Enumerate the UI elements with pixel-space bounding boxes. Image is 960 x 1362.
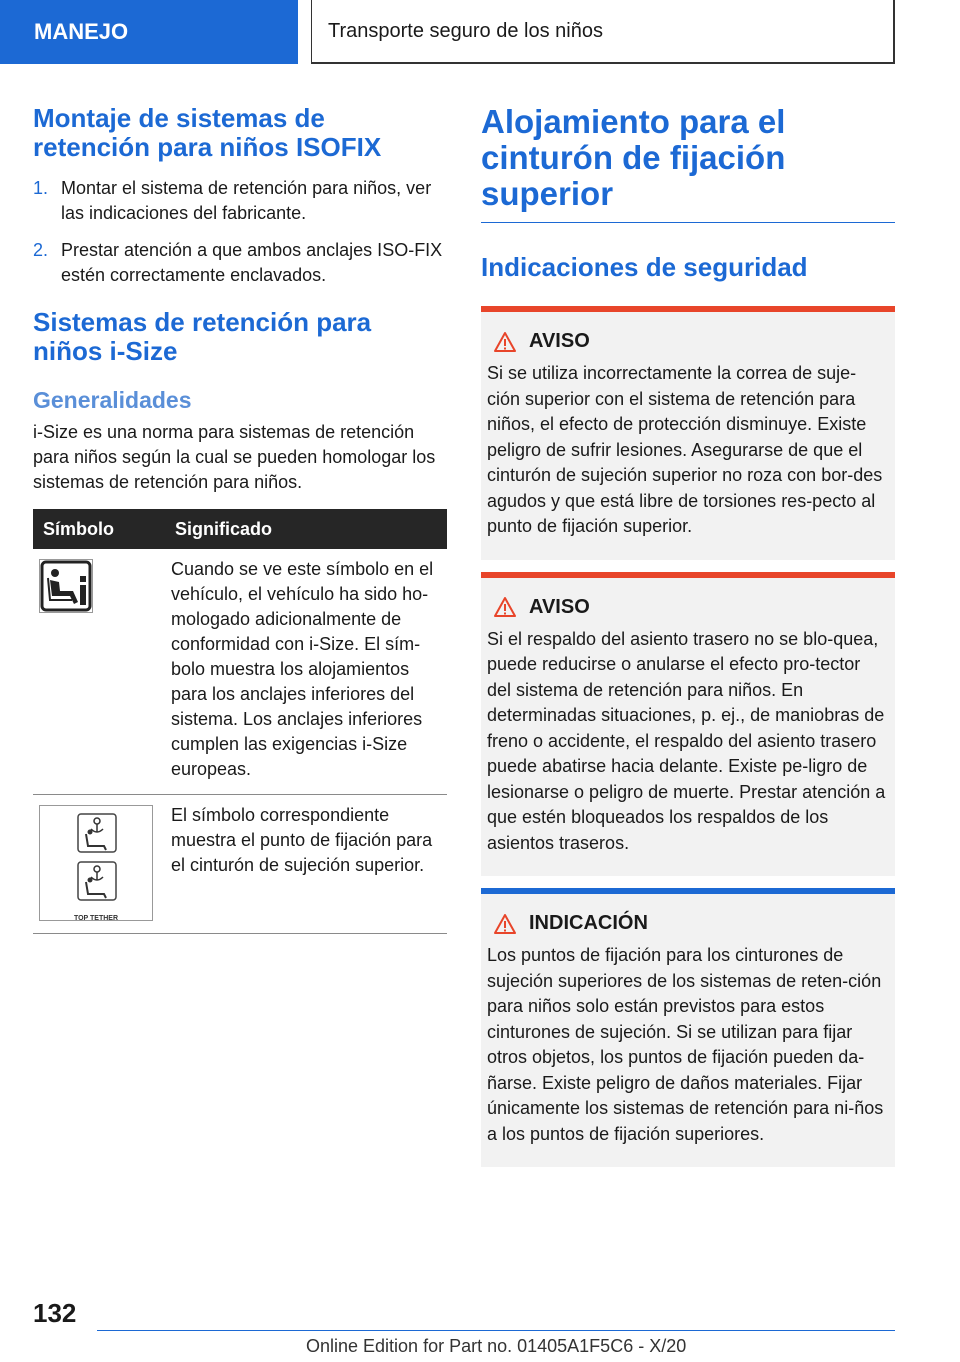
step-item <box>33 238 447 288</box>
notice-box <box>481 888 895 1167</box>
chapter-title-bar <box>311 0 895 64</box>
warning-triangle-icon <box>493 331 517 353</box>
notice-label: INDICACIÓN <box>529 912 648 934</box>
chapter-title: Transporte seguro de los niños <box>328 19 603 42</box>
step-item <box>33 176 447 226</box>
step-text: Montar el sistema de retención para niños, ver las indicaciones del fabricante. <box>61 178 432 223</box>
isofix-steps <box>33 176 447 288</box>
isize-child-seat-icon <box>39 559 93 613</box>
warning-triangle-icon <box>493 596 517 618</box>
warning-box <box>481 572 895 877</box>
edition-text: Online Edition for Part no. 01405A1F5C6 - X/20 <box>306 1336 687 1356</box>
general-text: i-Size es una norma para sistemas de retención para niños según la cual se pueden homologar los sistemas de retención para niños. <box>33 422 436 492</box>
col-symbol-header: Símbolo <box>33 509 165 549</box>
symbol-cell <box>33 549 165 795</box>
table-row <box>33 795 447 934</box>
left-column <box>33 104 447 934</box>
notice-triangle-icon <box>493 913 517 935</box>
general-heading: Generalidades <box>33 387 192 413</box>
footer-rule <box>97 1330 895 1331</box>
table-header-row <box>33 509 447 549</box>
right-column <box>481 104 895 1167</box>
meaning-cell: Cuando se ve este símbolo en el vehículo, el vehículo ha sido ho-mologado adicionalmente de conformidad con i-Size. El sím-bolo muestra los alojamientos para los anclajes inferiores del sistema. Los anclajes inferiores cumplen las exigencias i-Size europeas. <box>165 549 447 795</box>
heading-rule <box>481 222 895 223</box>
isofix-heading: Montaje de sistemas de retención para niños ISOFIX <box>33 103 382 162</box>
section-tab <box>0 0 298 64</box>
page-number: 132 <box>33 1298 77 1328</box>
symbol-cell <box>33 795 165 934</box>
warning-label: AVISO <box>529 330 590 352</box>
meaning-cell: El símbolo correspondiente muestra el punto de fijación para el cinturón de sujeción superior. <box>165 795 447 934</box>
warning-label: AVISO <box>529 595 590 618</box>
warning-text: Si se utiliza incorrectamente la correa de suje-ción superior con el sistema de retención para niños, el efecto de protección disminuye. Existe peligro de sufrir lesiones. Asegurarse de que el cinturón de sujeción superior no roza con bor-des agudos y que está libre de torsiones res-pecto al punto de fijación superior. <box>487 363 883 536</box>
warning-header <box>487 330 887 353</box>
table-row <box>33 549 447 795</box>
safety-heading: Indicaciones de seguridad <box>481 252 808 282</box>
warning-header <box>487 596 887 619</box>
step-number: 1. <box>33 178 49 198</box>
step-number: 2. <box>33 240 49 260</box>
symbol-table <box>33 509 447 934</box>
section-label: MANEJO <box>34 19 129 44</box>
warning-text: Si el respaldo del asiento trasero no se blo-quea, puede reducirse o anularse el efecto pro-tector del sistema de retención para niños. En determinadas situaciones, p. ej., de maniobras de freno o accidente, el respaldo del asiento trasero puede abatirse hacia delante. Existe pe-ligro de lesionarse o peligro de muerte. Prestar atención a que estén bloqueados los respaldos de los asientos traseros. <box>487 628 886 853</box>
top-tether-caption: TOP TETHER <box>73 915 119 922</box>
warning-box <box>481 306 895 560</box>
col-meaning-header: Significado <box>165 509 447 549</box>
top-tether-anchor-icon <box>39 805 153 921</box>
isize-heading: Sistemas de retención para niños i-Size <box>33 307 372 366</box>
notice-header <box>487 912 887 935</box>
notice-text: Los puntos de fijación para los cinturones de sujeción superiores de los sistemas de reten-ción para niños solo están previstos para estos cinturones de sujeción. Si se utilizan para fijar otros objetos, los puntos de fijación pueden da-ñarse. Existe peligro de daños materiales. Fijar únicamente los sistemas de retención para ni-ños a los puntos de fijación superiores. <box>487 945 884 1144</box>
main-heading: Alojamiento para el cinturón de fijación superior <box>481 103 786 212</box>
step-text: Prestar atención a que ambos anclajes ISO-FIX estén correctamente enclavados. <box>61 240 443 285</box>
